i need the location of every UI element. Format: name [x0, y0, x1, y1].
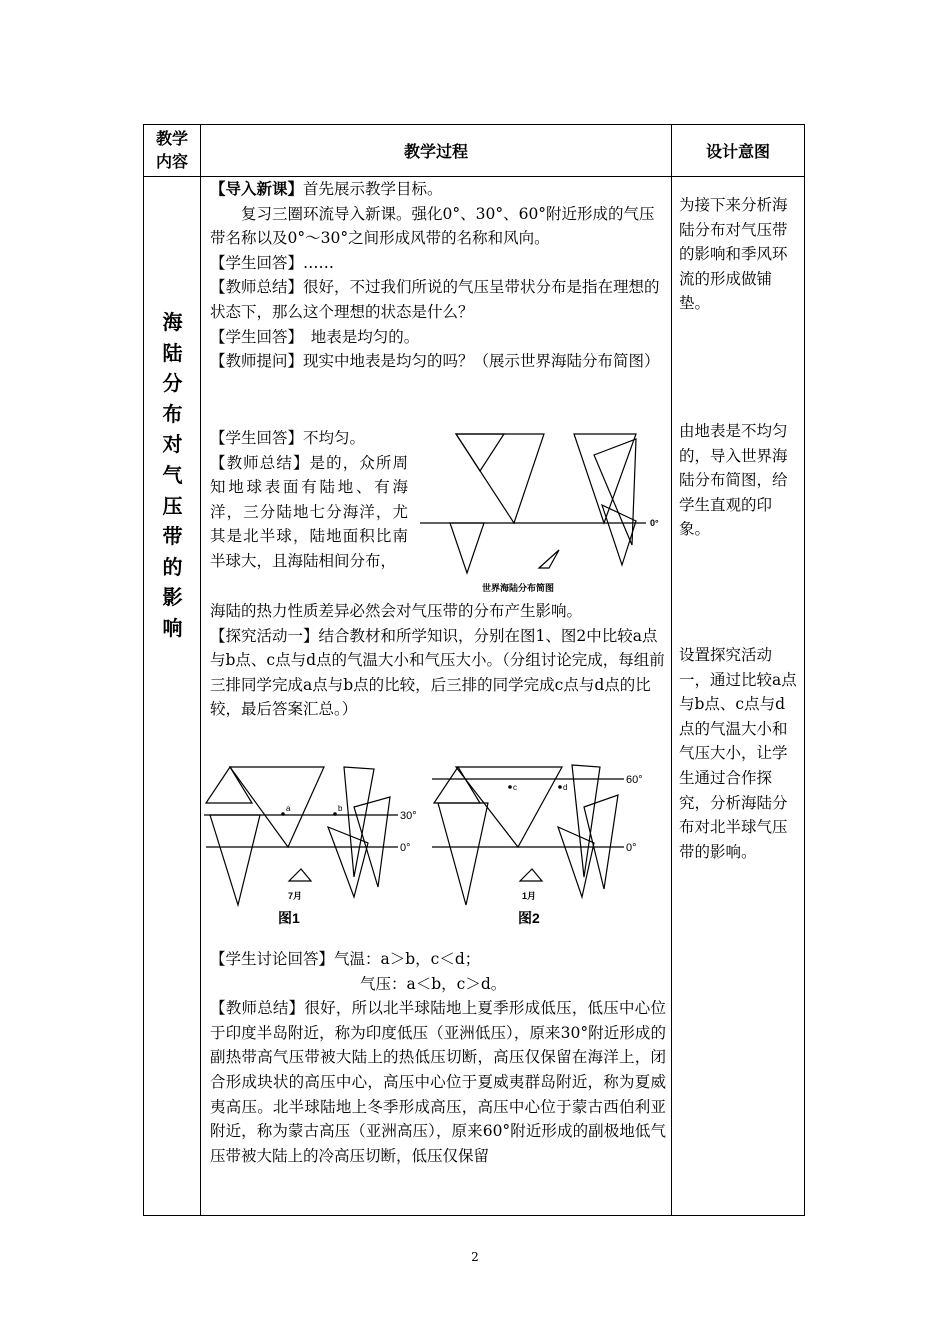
- process-section-activity: [210, 599, 666, 722]
- tag: 【探究活动一】: [210, 626, 319, 645]
- point-d-label: d: [563, 783, 568, 792]
- month-label: 7月: [288, 891, 303, 901]
- lesson-table: [143, 124, 805, 1216]
- process-section-intro: [210, 177, 666, 374]
- text: 很好，不过我们所说的气压呈带状分布是指在理想的状态下，那么这个理想的状态是什么？: [210, 278, 660, 321]
- process-section-summary: [210, 947, 666, 1168]
- column-divider: [200, 125, 201, 1215]
- figure-caption: 图2: [518, 910, 540, 926]
- point-c: [508, 785, 512, 789]
- intent-note-1: 为接下来分析海陆分布对气压带的影响和季风环流的形成做铺垫。: [679, 196, 788, 313]
- land-shape: [230, 767, 324, 847]
- figure-caption: 图1: [278, 910, 300, 926]
- tag-intro: 【导入新课】: [210, 179, 304, 198]
- header-content: 教学 内容: [155, 129, 188, 171]
- land-shape: [520, 869, 542, 881]
- equator-label: 0°: [650, 518, 659, 528]
- text: 首先展示教学目标。: [303, 180, 443, 198]
- paragraph: 【学生回答】 地表是均匀的。: [210, 327, 420, 346]
- paragraph: [210, 451, 408, 574]
- point-d: [558, 785, 562, 789]
- tag: 【学生讨论回答】: [210, 950, 335, 968]
- point-c-label: c: [513, 783, 517, 792]
- paragraph: [210, 947, 666, 972]
- world-land-sea-map: [414, 425, 668, 597]
- text: 现实中地表是均匀的吗？（展示世界海陆分布简图）: [303, 352, 660, 371]
- paragraph: 气压：a＜b，c＞d。: [360, 974, 507, 993]
- topic-char: 带: [162, 524, 183, 549]
- topic-char: 影: [162, 585, 183, 610]
- lat-0-label: 0°: [626, 842, 637, 854]
- lat-60-label: 60°: [626, 774, 643, 786]
- topic-char: 响: [162, 615, 183, 640]
- paragraph: [210, 177, 666, 202]
- paragraph: [210, 349, 666, 374]
- point-b: [333, 812, 337, 816]
- point-b-label: b: [338, 804, 343, 813]
- tag: 【教师总结】: [210, 278, 304, 297]
- text: 很好，所以北半球陆地上夏季形成低压，低压中心位于印度半岛附近，称为印度低压（亚洲低压），原来30°附近形成的副热带高气压带被大陆上的热低压切断，高压仅保留在海洋上，闭合形成块状的高压中心，高压中心位于夏威夷群岛附近，称为夏威夷高压。北半球陆地上冬季形成高压，高压中心位于蒙古西伯利亚附近，称为蒙古高压（亚洲高压），原来60°附近形成的副极地低气压带被大陆上的冷高压切断，低压仅保留: [210, 999, 666, 1165]
- lat-0-label: 0°: [400, 842, 411, 854]
- month-label: 1月: [522, 891, 537, 901]
- header-intent: 设计意图: [705, 142, 770, 161]
- topic-char: 气: [162, 462, 183, 487]
- land-shape: [289, 869, 311, 881]
- tag: 【教师总结】: [210, 999, 305, 1018]
- figure-1-july-map: [204, 757, 424, 937]
- intent-note-3: 设置探究活动一，通过比较a点与b点、c点与d点的气温大小和气压大小，让学生通过合作探究，分析海陆分布对北半球气压带的影响。: [679, 646, 797, 861]
- paragraph: [210, 624, 666, 722]
- paragraph: 海陆的热力性质差异必然会对气压带的分布产生影响。: [210, 602, 583, 620]
- land-shape: [328, 827, 368, 897]
- topic-char: 对: [162, 432, 183, 457]
- lat-30-label: 30°: [400, 810, 417, 822]
- land-shape: [434, 767, 480, 803]
- topic-char: 压: [162, 493, 183, 518]
- tag: 【教师提问】: [210, 352, 304, 371]
- land-shape: [210, 815, 260, 905]
- paragraph: [210, 996, 666, 1168]
- figure-2-january-map: [432, 757, 662, 937]
- header-process: 教学过程: [403, 142, 468, 161]
- north-america-shape: [456, 434, 544, 523]
- land-shape: [438, 803, 488, 905]
- point-a-label: a: [286, 804, 291, 813]
- topic-char: 海: [162, 310, 183, 334]
- tag: 【教师总结】: [210, 453, 310, 472]
- column-divider: [671, 125, 672, 1215]
- australia-shape: [539, 550, 559, 568]
- south-america-shape: [450, 523, 484, 573]
- paragraph: [210, 275, 666, 324]
- text: 结合教材和所学知识，分别在图1、图2中比较a点与b点、c点与d点的气温大小和气压大小。（分组讨论完成，每组前三排同学完成a点与b点的比较，后三排的同学完成c点与d点的比较，最后答案汇总。）: [210, 626, 665, 719]
- paragraph: 【学生回答】不均匀。: [210, 429, 366, 447]
- land-shape: [558, 827, 594, 897]
- map-caption: 世界海陆分布简图: [482, 583, 555, 593]
- text: 气温：a＞b，c＜d；: [334, 950, 481, 968]
- topic-char: 分: [162, 371, 183, 396]
- paragraph: 【学生回答】……: [210, 253, 335, 272]
- topic-title: [144, 307, 201, 644]
- land-shape: [206, 767, 252, 803]
- page-number: 2: [471, 1250, 479, 1264]
- europe-shape: [574, 434, 636, 523]
- land-shape: [354, 797, 390, 887]
- land-shape: [572, 765, 600, 877]
- paragraph: 复习三圈环流导入新课。强化0°、30°、60°附近形成的气压带名称以及0°～30°之间形成风带的名称和风向。: [210, 204, 655, 248]
- topic-char: 陆: [162, 340, 183, 365]
- topic-char: 布: [162, 401, 183, 426]
- intent-note-2: 由地表是不均匀的，导入世界海陆分布简图，给学生直观的印象。: [679, 422, 788, 539]
- topic-char: 的: [162, 554, 183, 579]
- point-a: [281, 812, 285, 816]
- greenland-shape: [456, 434, 504, 471]
- text: 是的，众所周知地球表面有陆地、有海洋，三分陆地七分海洋，尤其是北半球，陆地面积比南半球大，且海陆相间分布，: [210, 453, 408, 570]
- process-section-map-text: [210, 426, 408, 574]
